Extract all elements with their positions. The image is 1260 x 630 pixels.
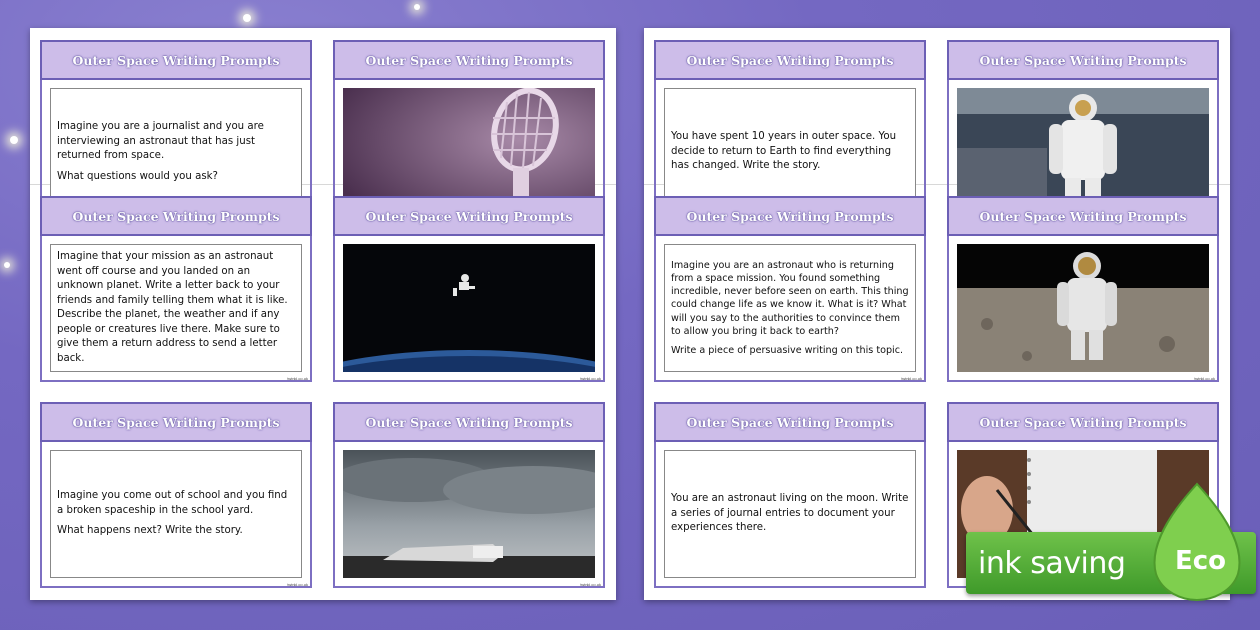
card-header [333,402,605,442]
prompt-text: Imagine you are an astronaut who is returning from a space mission. You found something incredible, never before seen on earth. This thing could change life as we know it. What is it? What will you say to the authorities to convince them to allow you bring it back to earth? [671,259,909,337]
prompt-card-spaceship [40,402,312,588]
prompt-text: Imagine you are a journalist and you are interviewing an astronaut that has just returned from space. [57,121,264,161]
card-header [40,402,312,442]
picture-card-spacewalk [333,196,605,382]
footer-logo: twinkl.co.uk [580,376,601,381]
card-header [40,196,312,236]
card-header [333,196,605,236]
card-header [654,402,926,442]
prompt-text-box [664,244,916,372]
card-title: Outer Space Writing Prompts [686,52,894,68]
prompt-text-box [50,450,302,578]
prompt-card-mission [40,196,312,382]
footer-logo: twinkl.co.uk [287,582,308,587]
card-title: Outer Space Writing Prompts [686,208,894,224]
picture-card-plane-wreck [333,402,605,588]
card-header [333,40,605,80]
card-title: Outer Space Writing Prompts [365,208,573,224]
card-header [654,40,926,80]
card-header [40,40,312,80]
prompt-question: What questions would you ask? [57,170,218,182]
leaf-icon [1142,482,1252,602]
card-title: Outer Space Writing Prompts [979,414,1187,430]
moonwalk-image [957,244,1209,372]
card-title: Outer Space Writing Prompts [72,414,280,430]
footer-logo: twinkl.co.uk [580,582,601,587]
prompt-question: Write a piece of persuasive writing on this topic. [671,345,904,356]
star-decoration [10,136,18,144]
card-title: Outer Space Writing Prompts [72,208,280,224]
spacewalk-image [343,244,595,372]
prompt-text: Imagine you come out of school and you find a broken spaceship in the school yard. [57,490,288,516]
card-title: Outer Space Writing Prompts [365,414,573,430]
prompt-text: You are an astronaut living on the moon. Write a series of journal entries to document your experiences there. [671,493,909,534]
card-header [947,196,1219,236]
card-header [947,40,1219,80]
prompt-text: You have spent 10 years in outer space. You decide to return to Earth to find everything has changed. Write the story. [671,131,897,172]
card-title: Outer Space Writing Prompts [686,414,894,430]
prompt-text: Imagine that your mission as an astronaut went off course and you landed on an unknown planet. Write a letter back to your friends and family telling them what it is like. Describe the planet, the weather and if any people or creatures live there. Make sure to give them a return address to send a letter back. [57,251,288,364]
left-sheet [30,28,616,600]
footer-logo: twinkl.co.uk [287,376,308,381]
prompt-text-box [664,450,916,578]
prompt-question: What happens next? Write the story. [57,525,243,537]
star-decoration [4,262,10,268]
prompt-card-moon [654,402,926,588]
card-title: Outer Space Writing Prompts [365,52,573,68]
eco-label: Eco [1174,546,1226,576]
card-title: Outer Space Writing Prompts [979,52,1187,68]
prompt-card-returning [654,196,926,382]
star-decoration [243,14,251,22]
prompt-text-box [50,244,302,372]
ink-saving-eco-badge [966,532,1256,594]
picture-card-moonwalk [947,196,1219,382]
ink-saving-label: ink saving [978,545,1126,581]
footer-logo: twinkl.co.uk [901,376,922,381]
footer-logo: twinkl.co.uk [1194,376,1215,381]
star-decoration [414,4,420,10]
card-header [654,196,926,236]
card-header [947,402,1219,442]
card-title: Outer Space Writing Prompts [979,208,1187,224]
plane-wreck-image [343,450,595,578]
card-title: Outer Space Writing Prompts [72,52,280,68]
